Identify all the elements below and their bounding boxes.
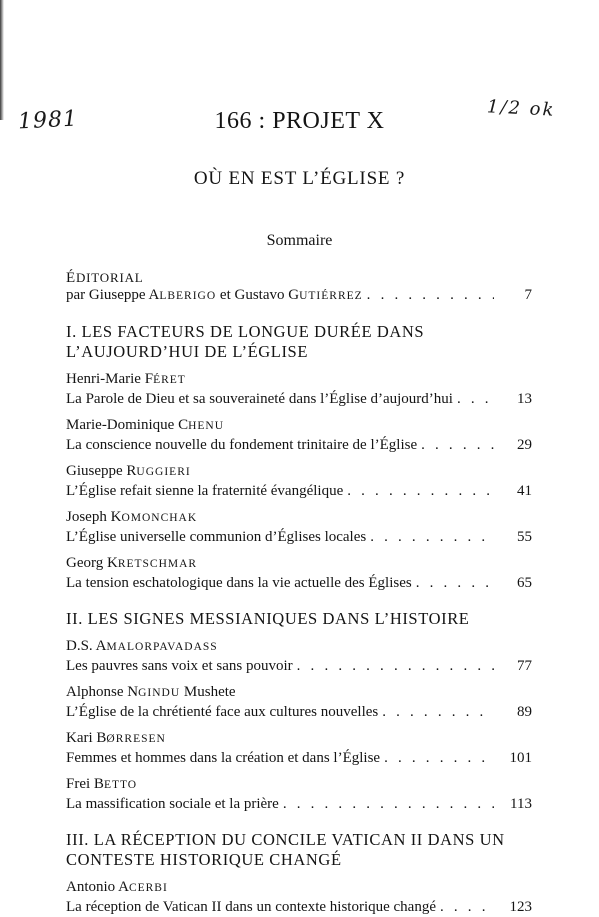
entry-title: L’Église de la chrétienté face aux cultures nouvelles (66, 704, 379, 720)
entry-title: Les pauvres sans voix et sans pouvoir (66, 658, 293, 674)
page-number: 77 (517, 658, 532, 674)
entry-author: Frei BETTO (66, 776, 138, 792)
entry-author: Joseph KOMONCHAK (66, 509, 198, 525)
page-number: 101 (509, 750, 532, 766)
toc-entry (66, 436, 532, 455)
page-number: 113 (510, 796, 532, 812)
entry-title: L’Église universelle communion d’Églises locales (66, 529, 367, 545)
dot-leader (384, 749, 494, 768)
entry-title: La conscience nouvelle du fondement trinitaire de l’Église (66, 437, 418, 453)
table-of-contents (66, 270, 532, 917)
entry-title: Femmes et hommes dans la création et dans l’Église (66, 750, 381, 766)
entry-author: Antonio ACERBI (66, 879, 168, 895)
page-number: 29 (517, 437, 532, 453)
dot-leader (370, 528, 494, 547)
scan-edge-shadow (0, 0, 4, 120)
handwritten-year: 1981 (17, 106, 79, 135)
toc-entry (66, 703, 532, 722)
entry-title: La Parole de Dieu et sa souveraineté dans l’Église d’aujourd’hui (66, 391, 453, 407)
entry-author: Georg KRETSCHMAR (66, 555, 198, 571)
section-heading-1: I. LES FACTEURS DE LONGUE DURÉE DANS L’AUJOURD’HUI DE L’ÉGLISE (66, 322, 425, 361)
issue-subtitle: OÙ EN EST L’ÉGLISE ? (193, 168, 406, 189)
dot-leader (440, 898, 494, 917)
toc-entry (66, 574, 532, 593)
toc-entry (66, 390, 532, 409)
page-number: 89 (517, 704, 532, 720)
dot-leader (382, 703, 494, 722)
handwritten-reference: 1/2 ok (486, 96, 556, 121)
page-number: 55 (517, 529, 532, 545)
editorial-byline: par Giuseppe ALBERIGO et Gustavo GUTIÉRREZ (66, 287, 363, 303)
page-number: 41 (517, 483, 532, 499)
toc-entry (66, 657, 532, 676)
entry-author: Giuseppe RUGGIERI (66, 463, 191, 479)
dot-leader (416, 574, 494, 593)
dot-leader (457, 390, 494, 409)
dot-leader (283, 795, 494, 814)
section-heading-3: III. LA RÉCEPTION DU CONCILE VATICAN II DANS UN CONTESTE HISTORIQUE CHANGÉ (66, 830, 505, 869)
page-number: 7 (524, 287, 532, 303)
dot-leader (421, 436, 494, 455)
entry-author: Henri-Marie FÉRET (66, 371, 186, 387)
page-number: 13 (517, 391, 532, 407)
issue-title: 166 : PROJET X (214, 108, 385, 134)
dot-leader (347, 482, 494, 501)
entry-author: D.S. AMALORPAVADASS (66, 638, 218, 654)
toc-entry (66, 795, 532, 814)
page-number: 65 (517, 575, 532, 591)
editorial-entry (66, 286, 532, 306)
entry-title: La tension eschatologique dans la vie actuelle des Églises (66, 575, 412, 591)
toc-entry (66, 482, 532, 501)
toc-entry (66, 528, 532, 547)
entry-author: Marie-Dominique CHENU (66, 417, 225, 433)
entry-author: Alphonse NGINDU Mushete (66, 684, 236, 700)
summary-heading: Sommaire (266, 232, 333, 249)
toc-entry (66, 898, 532, 917)
toc-entry (66, 749, 532, 768)
entry-title: La massification sociale et la prière (66, 796, 279, 812)
editorial-label: ÉDITORIAL (66, 270, 144, 286)
dot-leader (297, 657, 494, 676)
page-number: 123 (509, 899, 532, 915)
section-heading-2: II. LES SIGNES MESSIANIQUES DANS L’HISTOIRE (66, 609, 470, 628)
dot-leader (367, 286, 494, 305)
entry-title: L’Église refait sienne la fraternité évangélique (66, 483, 344, 499)
entry-title: La réception de Vatican II dans un contexte historique changé (66, 899, 436, 915)
entry-author: Kari BØRRESEN (66, 730, 166, 746)
